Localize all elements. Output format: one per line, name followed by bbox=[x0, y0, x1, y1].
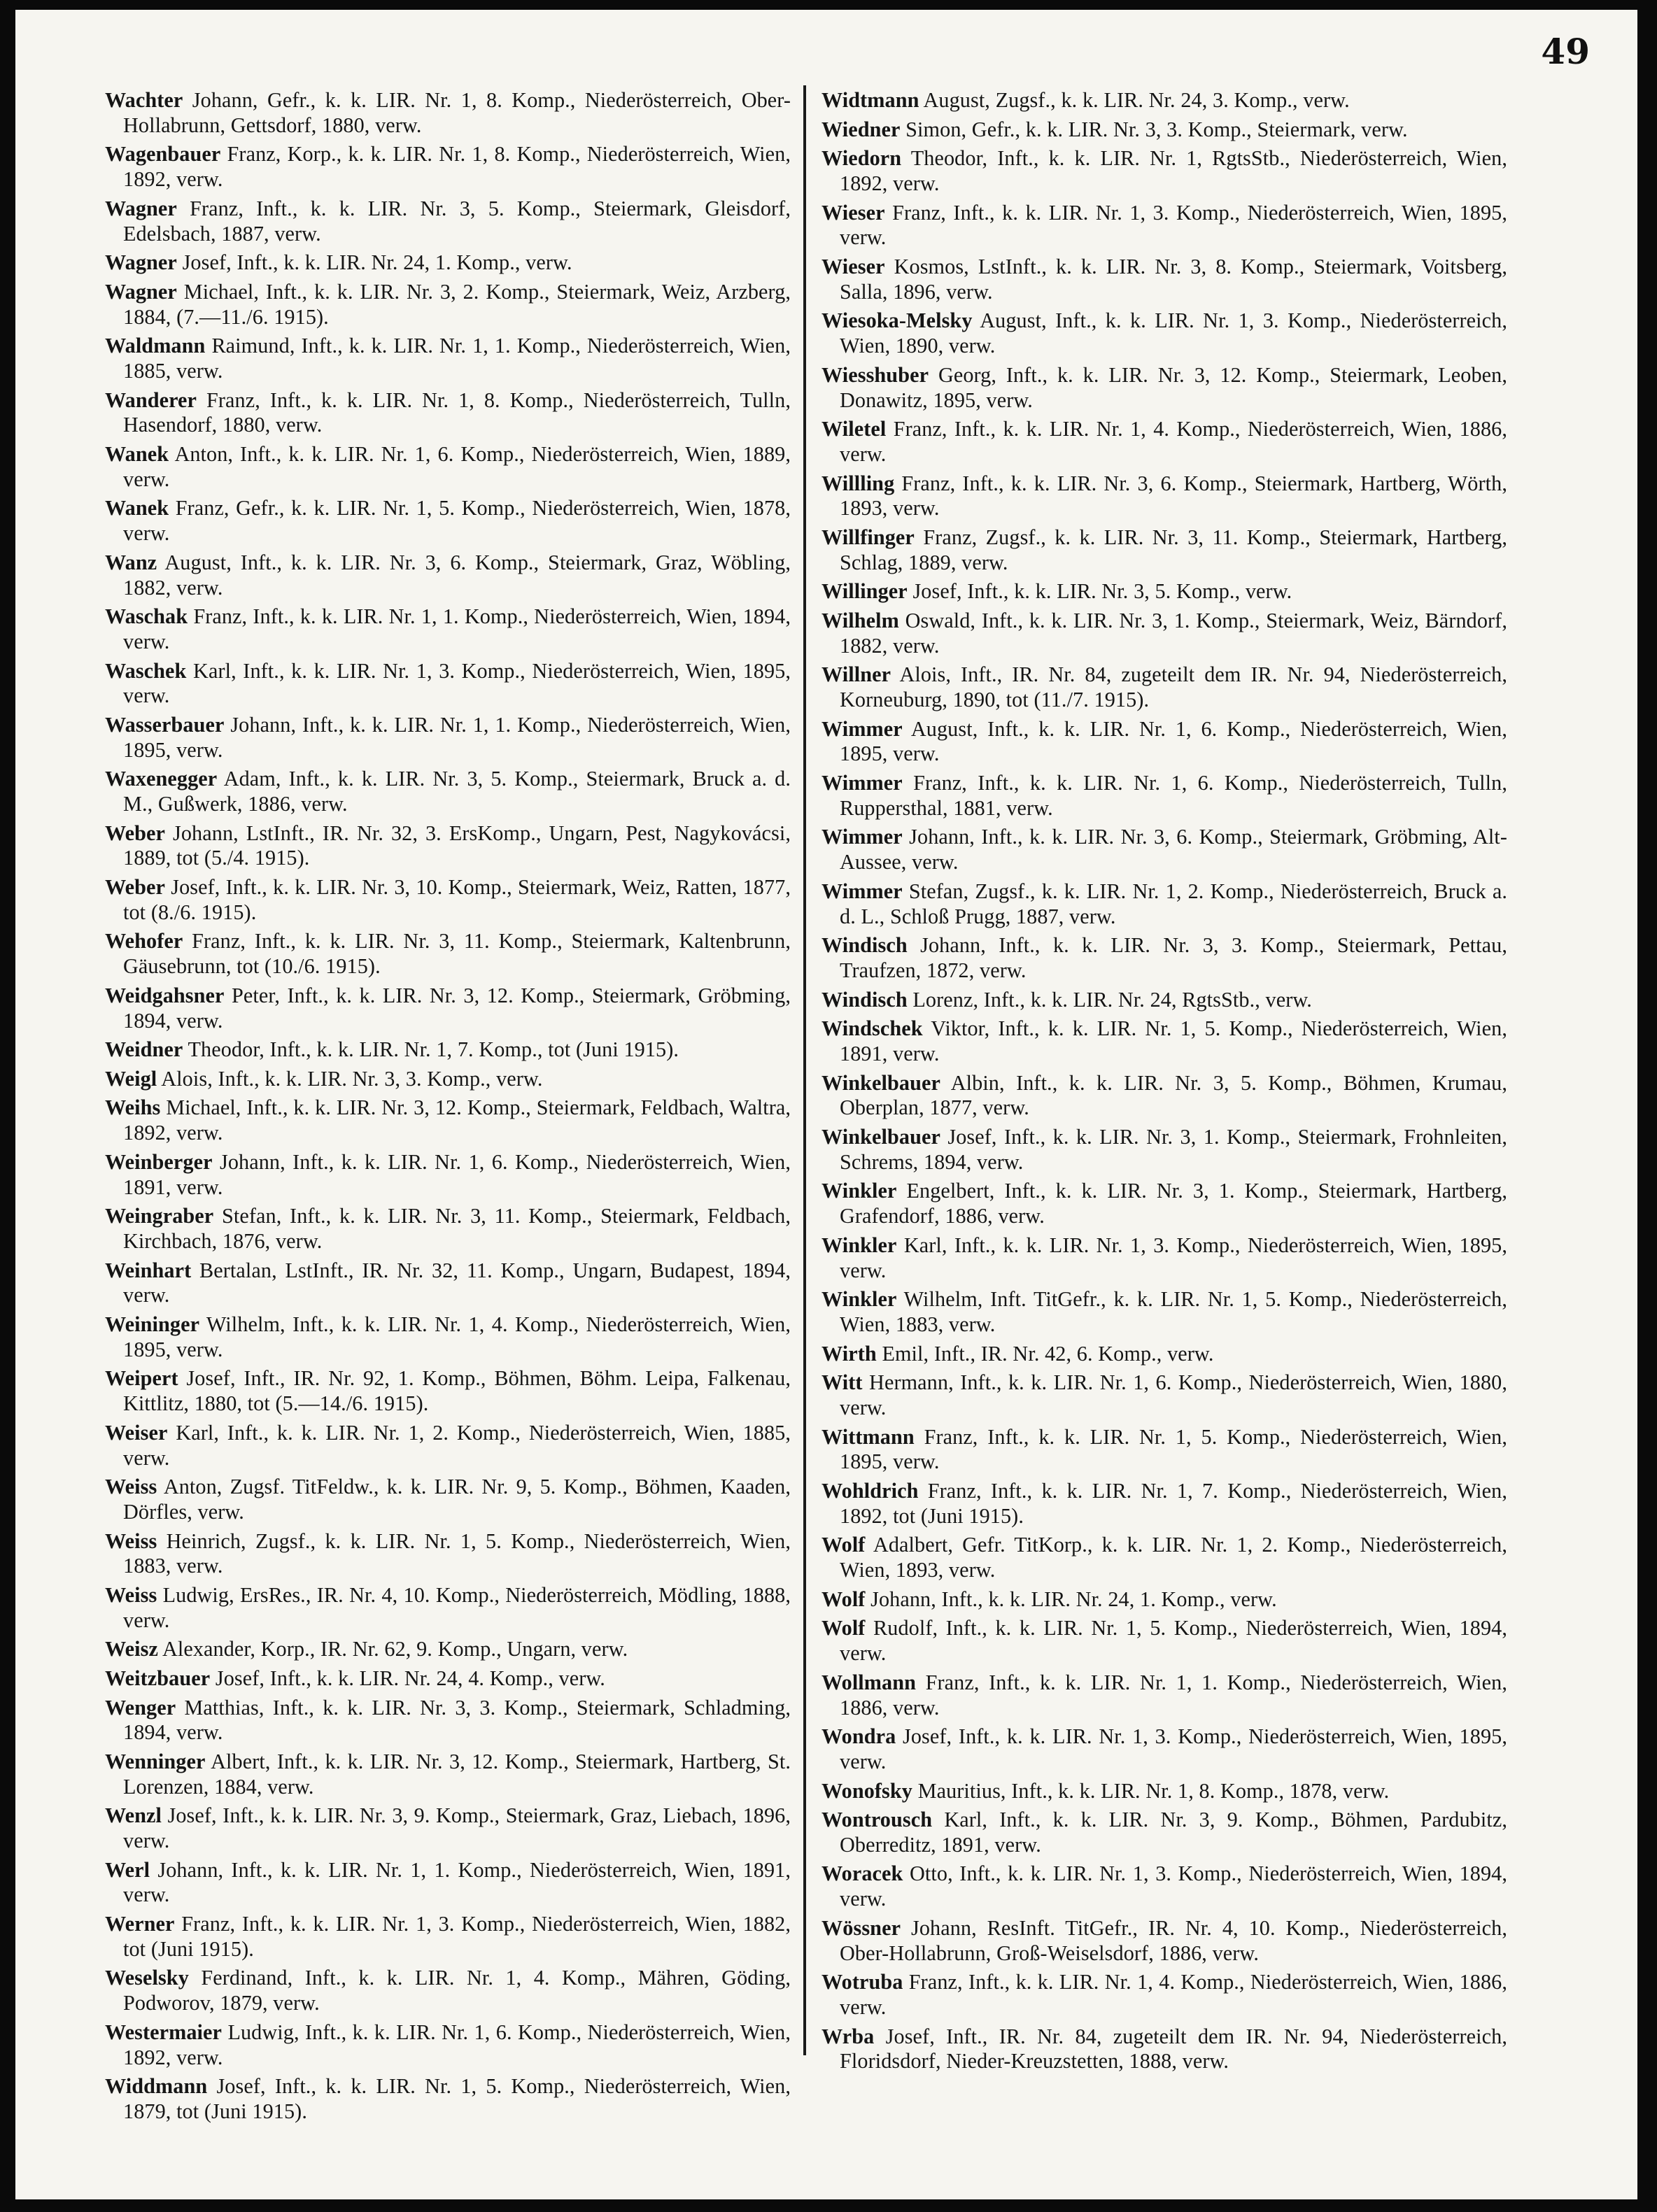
entry-details: Johann, ResInft. TitGefr., IR. Nr. 4, 10. Komp., Niederösterreich, Ober-Hollabrunn, Groß-Weiselsdorf, 1886, verw. bbox=[840, 1915, 1508, 1965]
casualty-entry bbox=[822, 1970, 1507, 2020]
surname: Weisz bbox=[105, 1637, 158, 1661]
surname: Wasserbauer bbox=[105, 712, 225, 737]
casualty-entry bbox=[822, 1425, 1507, 1475]
entry-details: Josef, Inft., k. k. LIR. Nr. 24, 4. Komp., verw. bbox=[215, 1666, 605, 1690]
entry-details: Johann, LstInft., IR. Nr. 32, 3. ErsKomp., Ungarn, Pest, Nagykovácsi, 1889, tot (5./4. 1915). bbox=[123, 821, 791, 870]
surname: Wiedner bbox=[822, 117, 901, 141]
surname: Werl bbox=[105, 1857, 150, 1882]
entry-details: Johann, Inft., k. k. LIR. Nr. 1, 6. Komp., Niederösterreich, Wien, 1891, verw. bbox=[123, 1149, 791, 1199]
entry-details: Adam, Inft., k. k. LIR. Nr. 3, 5. Komp., Steiermark, Bruck a. d. M., Gußwerk, 1886, verw. bbox=[123, 767, 791, 816]
casualty-entry bbox=[822, 525, 1507, 576]
entry-details: Stefan, Zugsf., k. k. LIR. Nr. 1, 2. Komp., Niederösterreich, Bruck a. d. L., Schloß Prugg, 1887, verw. bbox=[840, 879, 1507, 928]
surname: Wanek bbox=[105, 496, 169, 520]
entry-details: Johann, Gefr., k. k. LIR. Nr. 1, 8. Komp., Niederösterreich, Ober-Hollabrunn, Gettsdorf, 1880, verw. bbox=[123, 88, 791, 137]
entry-details: August, Inft., k. k. LIR. Nr. 3, 6. Komp., Steiermark, Graz, Wöbling, 1882, verw. bbox=[123, 550, 791, 600]
surname: Wimmer bbox=[822, 879, 903, 903]
casualty-entry bbox=[822, 717, 1507, 767]
casualty-entry bbox=[822, 1125, 1507, 1175]
casualty-entry bbox=[105, 142, 791, 192]
casualty-entry bbox=[822, 472, 1507, 522]
entry-details: Josef, Inft., IR. Nr. 92, 1. Komp., Böhmen, Böhm. Leipa, Falkenau, Kittlitz, 1880, tot (5.—14./6. 1915). bbox=[123, 1366, 791, 1416]
left-column bbox=[105, 88, 791, 2129]
surname: Wohldrich bbox=[822, 1478, 919, 1503]
surname: Windisch bbox=[822, 987, 908, 1012]
entry-details: Josef, Inft., k. k. LIR. Nr. 1, 3. Komp., Niederösterreich, Wien, 1895, verw. bbox=[840, 1724, 1507, 1773]
casualty-entry bbox=[105, 88, 791, 139]
surname: Wiesoka-Melsky bbox=[822, 309, 973, 333]
surname: Wimmer bbox=[822, 771, 903, 795]
surname: Wanek bbox=[105, 441, 169, 466]
casualty-entry bbox=[822, 988, 1507, 1013]
surname: Willner bbox=[822, 662, 891, 687]
entry-details: Franz, Inft., k. k. LIR. Nr. 1, 4. Komp., Niederösterreich, Wien, 1886, verw. bbox=[840, 1970, 1507, 2020]
surname: Wenzl bbox=[105, 1803, 162, 1828]
entry-details: Franz, Inft., k. k. LIR. Nr. 1, 5. Komp., Niederösterreich, Wien, 1895, verw. bbox=[840, 1424, 1507, 1474]
casualty-entry bbox=[822, 1808, 1507, 1858]
entry-details: Peter, Inft., k. k. LIR. Nr. 3, 12. Komp., Steiermark, Gröbming, 1894, verw. bbox=[123, 983, 791, 1033]
entry-details: Josef, Inft., k. k. LIR. Nr. 24, 1. Komp., verw. bbox=[182, 250, 572, 275]
entry-details: Johann, Inft., k. k. LIR. Nr. 3, 6. Komp., Steiermark, Gröbming, Alt-Aussee, verw. bbox=[840, 825, 1507, 874]
surname: Wagenbauer bbox=[105, 142, 221, 166]
casualty-entry bbox=[822, 579, 1507, 604]
surname: Woracek bbox=[822, 1862, 903, 1886]
surname: Widtmann bbox=[822, 88, 919, 112]
casualty-entry bbox=[105, 1637, 791, 1662]
entry-details: Franz, Inft., k. k. LIR. Nr. 1, 1. Komp., Niederösterreich, Wien, 1886, verw. bbox=[840, 1670, 1507, 1720]
surname: Wrba bbox=[822, 2024, 875, 2048]
surname: Weiss bbox=[105, 1582, 157, 1607]
casualty-entry bbox=[105, 821, 791, 872]
entry-details: Anton, Inft., k. k. LIR. Nr. 1, 6. Komp., Niederösterreich, Wien, 1889, verw. bbox=[123, 441, 791, 491]
surname: Wenninger bbox=[105, 1749, 206, 1773]
casualty-entry bbox=[822, 1533, 1507, 1583]
surname: Wieser bbox=[822, 200, 885, 225]
casualty-entry bbox=[105, 1366, 791, 1417]
casualty-entry bbox=[822, 88, 1507, 113]
entry-details: Mauritius, Inft., k. k. LIR. Nr. 1, 8. Komp., 1878, verw. bbox=[917, 1778, 1390, 1803]
entry-details: Franz, Zugsf., k. k. LIR. Nr. 3, 11. Komp., Steiermark, Hartberg, Schlag, 1889, verw. bbox=[840, 525, 1507, 574]
entry-details: Franz, Inft., k. k. LIR. Nr. 1, 3. Komp., Niederösterreich, Wien, 1882, tot (Juni 1915). bbox=[123, 1912, 791, 1961]
surname: Wimmer bbox=[822, 716, 903, 741]
surname: Witt bbox=[822, 1370, 863, 1395]
surname: Willfinger bbox=[822, 525, 915, 549]
surname: Wanderer bbox=[105, 388, 197, 412]
casualty-entry bbox=[105, 1150, 791, 1200]
casualty-entry bbox=[105, 1096, 791, 1146]
casualty-entry bbox=[822, 825, 1507, 875]
casualty-entry bbox=[105, 1666, 791, 1692]
surname: Winkler bbox=[822, 1179, 897, 1203]
surname: Weiser bbox=[105, 1420, 168, 1445]
entry-details: Josef, Inft., k. k. LIR. Nr. 3, 1. Komp., Steiermark, Frohnleiten, Schrems, 1894, verw. bbox=[840, 1125, 1507, 1174]
surname: Weihs bbox=[105, 1096, 161, 1120]
casualty-entry bbox=[822, 879, 1507, 930]
entry-details: Matthias, Inft., k. k. LIR. Nr. 3, 3. Komp., Steiermark, Schladming, 1894, verw. bbox=[123, 1695, 791, 1745]
surname: Weipert bbox=[105, 1366, 178, 1391]
casualty-entry bbox=[822, 1370, 1507, 1421]
casualty-entry bbox=[822, 1587, 1507, 1612]
entry-details: Stefan, Inft., k. k. LIR. Nr. 3, 11. Komp., Steiermark, Feldbach, Kirchbach, 1876, verw. bbox=[123, 1204, 791, 1253]
entry-details: Franz, Gefr., k. k. LIR. Nr. 1, 5. Komp., Niederösterreich, Wien, 1878, verw. bbox=[123, 496, 791, 546]
surname: Winkelbauer bbox=[822, 1125, 940, 1149]
casualty-entry bbox=[105, 334, 791, 384]
casualty-entry bbox=[822, 771, 1507, 821]
entry-details: Franz, Korp., k. k. LIR. Nr. 1, 8. Komp., Niederösterreich, Wien, 1892, verw. bbox=[123, 142, 791, 192]
surname: Willling bbox=[822, 471, 895, 495]
surname: Waschek bbox=[105, 658, 187, 683]
surname: Windschek bbox=[822, 1016, 923, 1041]
casualty-entry bbox=[105, 1696, 791, 1746]
surname: Weselsky bbox=[105, 1966, 189, 1990]
casualty-entry bbox=[105, 1966, 791, 2016]
entry-details: Franz, Inft., k. k. LIR. Nr. 1, 7. Komp., Niederösterreich, Wien, 1892, tot (Juni 1915). bbox=[840, 1478, 1507, 1528]
casualty-entry bbox=[822, 417, 1507, 467]
document-page bbox=[15, 10, 1637, 2199]
casualty-entry bbox=[822, 662, 1507, 713]
entry-details: Josef, Inft., k. k. LIR. Nr. 3, 10. Komp., Steiermark, Weiz, Ratten, 1877, tot (8./6. 1915). bbox=[123, 875, 791, 924]
entry-details: Kosmos, LstInft., k. k. LIR. Nr. 3, 8. Komp., Steiermark, Voitsberg, Salla, 1896, verw. bbox=[840, 254, 1508, 304]
surname: Wagner bbox=[105, 279, 177, 304]
surname: Wachter bbox=[105, 88, 183, 112]
entry-details: Raimund, Inft., k. k. LIR. Nr. 1, 1. Komp., Niederösterreich, Wien, 1885, verw. bbox=[123, 334, 791, 383]
surname: Wotruba bbox=[822, 1970, 903, 1994]
casualty-entry bbox=[105, 1067, 791, 1092]
casualty-entry bbox=[105, 442, 791, 492]
surname: Wolf bbox=[822, 1533, 866, 1557]
surname: Weininger bbox=[105, 1312, 200, 1336]
casualty-entry bbox=[105, 1858, 791, 1908]
surname: Willinger bbox=[822, 579, 908, 604]
surname: Windisch bbox=[822, 933, 908, 958]
entry-details: Franz, Inft., k. k. LIR. Nr. 1, 8. Komp., Niederösterreich, Tulln, Hasendorf, 1880, verw. bbox=[123, 388, 791, 437]
casualty-entry bbox=[105, 1912, 791, 1962]
casualty-entry bbox=[105, 1583, 791, 1633]
surname: Weber bbox=[105, 821, 166, 845]
casualty-entry bbox=[105, 875, 791, 926]
entry-details: Karl, Inft., k. k. LIR. Nr. 3, 9. Komp., Böhmen, Pardubitz, Oberreditz, 1891, verw. bbox=[840, 1808, 1507, 1857]
entry-details: Wilhelm, Inft., k. k. LIR. Nr. 1, 4. Komp., Niederösterreich, Wien, 1895, verw. bbox=[123, 1312, 791, 1361]
entry-details: Johann, Inft., k. k. LIR. Nr. 1, 1. Komp., Niederösterreich, Wien, 1891, verw. bbox=[123, 1857, 791, 1907]
surname: Weiss bbox=[105, 1475, 157, 1499]
surname: Weitzbauer bbox=[105, 1666, 211, 1690]
entry-details: Josef, Inft., k. k. LIR. Nr. 3, 5. Komp., verw. bbox=[912, 579, 1292, 604]
entry-details: Emil, Inft., IR. Nr. 42, 6. Komp., verw. bbox=[882, 1341, 1214, 1366]
entry-details: Karl, Inft., k. k. LIR. Nr. 1, 3. Komp., Niederösterreich, Wien, 1895, verw. bbox=[123, 658, 791, 708]
casualty-entry bbox=[105, 250, 791, 276]
entry-details: Bertalan, LstInft., IR. Nr. 32, 11. Komp., Ungarn, Budapest, 1894, verw. bbox=[123, 1258, 791, 1307]
casualty-entry bbox=[822, 1016, 1507, 1067]
entry-details: Franz, Inft., k. k. LIR. Nr. 3, 6. Komp., Steiermark, Hartberg, Wörth, 1893, verw. bbox=[840, 471, 1507, 520]
surname: Weinhart bbox=[105, 1258, 192, 1282]
entry-details: Michael, Inft., k. k. LIR. Nr. 3, 12. Komp., Steiermark, Feldbach, Waltra, 1892, verw. bbox=[123, 1096, 791, 1145]
casualty-entry bbox=[105, 388, 791, 439]
entry-details: Viktor, Inft., k. k. LIR. Nr. 1, 5. Komp., Niederösterreich, Wien, 1891, verw. bbox=[840, 1016, 1507, 1066]
casualty-entry bbox=[105, 197, 791, 247]
entry-details: Ferdinand, Inft., k. k. LIR. Nr. 1, 4. Komp., Mähren, Göding, Podworov, 1879, verw. bbox=[123, 1966, 791, 2015]
entry-details: Albin, Inft., k. k. LIR. Nr. 3, 5. Komp., Böhmen, Krumau, Oberplan, 1877, verw. bbox=[840, 1070, 1508, 1120]
entry-details: Franz, Inft., k. k. LIR. Nr. 1, 3. Komp., Niederösterreich, Wien, 1895, verw. bbox=[840, 200, 1507, 250]
surname: Wontrousch bbox=[822, 1808, 933, 1832]
casualty-entry bbox=[822, 1671, 1507, 1721]
casualty-entry bbox=[105, 929, 791, 979]
entry-details: August, Inft., k. k. LIR. Nr. 1, 6. Komp., Niederösterreich, Wien, 1895, verw. bbox=[840, 716, 1507, 766]
entry-details: Franz, Inft., k. k. LIR. Nr. 1, 6. Komp., Niederösterreich, Tulln, Ruppersthal, 1881, verw. bbox=[840, 771, 1508, 820]
surname: Werner bbox=[105, 1912, 175, 1936]
casualty-entry bbox=[105, 280, 791, 330]
entry-details: Josef, Inft., IR. Nr. 84, zugeteilt dem IR. Nr. 94, Niederösterreich, Floridsdorf, Nieder-Kreuzstetten, 1888, verw. bbox=[840, 2024, 1507, 2073]
entry-details: Otto, Inft., k. k. LIR. Nr. 1, 3. Komp., Niederösterreich, Wien, 1894, verw. bbox=[840, 1862, 1508, 1911]
casualty-entry bbox=[822, 255, 1507, 305]
entry-details: Hermann, Inft., k. k. LIR. Nr. 1, 6. Komp., Niederösterreich, Wien, 1880, verw. bbox=[840, 1370, 1507, 1419]
right-column bbox=[822, 88, 1507, 2078]
entry-details: Karl, Inft., k. k. LIR. Nr. 1, 2. Komp., Niederösterreich, Wien, 1885, verw. bbox=[123, 1420, 791, 1470]
surname: Wimmer bbox=[822, 825, 903, 849]
entry-details: Johann, Inft., k. k. LIR. Nr. 24, 1. Komp., verw. bbox=[870, 1587, 1277, 1611]
surname: Wilhelm bbox=[822, 608, 899, 632]
entry-details: Ludwig, Inft., k. k. LIR. Nr. 1, 6. Komp., Niederösterreich, Wien, 1892, verw. bbox=[123, 2020, 791, 2069]
entry-details: Johann, Inft., k. k. LIR. Nr. 1, 1. Komp., Niederösterreich, Wien, 1895, verw. bbox=[123, 712, 791, 762]
surname: Weingraber bbox=[105, 1204, 214, 1228]
casualty-entry bbox=[105, 1421, 791, 1471]
entry-details: Lorenz, Inft., k. k. LIR. Nr. 24, RgtsStb., verw. bbox=[912, 987, 1312, 1012]
surname: Wehofer bbox=[105, 929, 183, 953]
entry-details: Josef, Inft., k. k. LIR. Nr. 3, 9. Komp., Steiermark, Graz, Liebach, 1896, verw. bbox=[123, 1803, 791, 1853]
casualty-entry bbox=[822, 201, 1507, 251]
entry-details: Franz, Inft., k. k. LIR. Nr. 1, 1. Komp., Niederösterreich, Wien, 1894, verw. bbox=[123, 604, 791, 653]
surname: Waldmann bbox=[105, 334, 206, 358]
surname: Winkler bbox=[822, 1233, 897, 1257]
entry-details: Josef, Inft., k. k. LIR. Nr. 1, 5. Komp., Niederösterreich, Wien, 1879, tot (Juni 1915). bbox=[123, 2074, 791, 2124]
surname: Wiletel bbox=[822, 417, 887, 441]
surname: Wirth bbox=[822, 1341, 877, 1366]
casualty-entry bbox=[105, 496, 791, 546]
entry-details: Theodor, Inft., k. k. LIR. Nr. 1, RgtsStb., Niederösterreich, Wien, 1892, verw. bbox=[840, 146, 1507, 195]
entry-details: Johann, Inft., k. k. LIR. Nr. 3, 3. Komp., Steiermark, Pettau, Traufzen, 1872, verw. bbox=[840, 933, 1507, 983]
entry-details: Georg, Inft., k. k. LIR. Nr. 3, 12. Komp., Steiermark, Leoben, Donawitz, 1895, verw. bbox=[840, 362, 1507, 412]
casualty-entry bbox=[822, 146, 1507, 197]
surname: Winkler bbox=[822, 1287, 897, 1312]
surname: Wondra bbox=[822, 1724, 896, 1749]
casualty-entry bbox=[822, 933, 1507, 984]
casualty-entry bbox=[822, 1179, 1507, 1229]
entry-details: Franz, Inft., k. k. LIR. Nr. 3, 5. Komp., Steiermark, Gleisdorf, Edelsbach, 1887, verw. bbox=[123, 196, 791, 246]
casualty-entry bbox=[822, 1342, 1507, 1367]
casualty-entry bbox=[105, 1037, 791, 1063]
surname: Wittmann bbox=[822, 1424, 915, 1449]
casualty-entry bbox=[822, 1779, 1507, 1804]
casualty-entry bbox=[105, 713, 791, 763]
column-divider bbox=[803, 85, 806, 2055]
casualty-entry bbox=[105, 2020, 791, 2071]
entry-details: Oswald, Inft., k. k. LIR. Nr. 3, 1. Komp., Steiermark, Weiz, Bärndorf, 1882, verw. bbox=[840, 608, 1507, 658]
entry-details: Anton, Zugsf. TitFeldw., k. k. LIR. Nr. 9, 5. Komp., Böhmen, Kaaden, Dörfles, verw. bbox=[123, 1475, 791, 1524]
casualty-entry bbox=[105, 659, 791, 709]
casualty-entry bbox=[105, 1312, 791, 1363]
entry-details: Rudolf, Inft., k. k. LIR. Nr. 1, 5. Komp., Niederösterreich, Wien, 1894, verw. bbox=[840, 1616, 1507, 1666]
entry-details: Franz, Inft., k. k. LIR. Nr. 1, 4. Komp., Niederösterreich, Wien, 1886, verw. bbox=[840, 417, 1507, 466]
casualty-entry bbox=[105, 551, 791, 601]
entry-details: Ludwig, ErsRes., IR. Nr. 4, 10. Komp., Niederösterreich, Mödling, 1888, verw. bbox=[123, 1582, 791, 1632]
casualty-entry bbox=[822, 1233, 1507, 1284]
entry-details: Franz, Inft., k. k. LIR. Nr. 3, 11. Komp., Steiermark, Kaltenbrunn, Gäusebrunn, tot (10./6. 1915). bbox=[123, 929, 791, 979]
surname: Weber bbox=[105, 875, 166, 900]
surname: Waxenegger bbox=[105, 767, 218, 791]
entry-details: August, Zugsf., k. k. LIR. Nr. 24, 3. Komp., verw. bbox=[923, 88, 1350, 112]
surname: Wolf bbox=[822, 1616, 866, 1640]
casualty-entry bbox=[822, 1724, 1507, 1775]
casualty-entry bbox=[105, 1750, 791, 1800]
surname: Westermaier bbox=[105, 2020, 223, 2044]
surname: Weinberger bbox=[105, 1149, 213, 1174]
casualty-entry bbox=[105, 2074, 791, 2125]
surname: Wössner bbox=[822, 1915, 901, 1940]
casualty-entry bbox=[822, 1479, 1507, 1529]
casualty-entry bbox=[105, 1259, 791, 1309]
surname: Wenger bbox=[105, 1695, 176, 1720]
casualty-entry bbox=[822, 118, 1507, 143]
casualty-entry bbox=[105, 1803, 791, 1854]
surname: Wagner bbox=[105, 250, 177, 275]
casualty-entry bbox=[105, 1529, 791, 1580]
casualty-entry bbox=[822, 2025, 1507, 2075]
surname: Wollmann bbox=[822, 1670, 917, 1694]
casualty-entry bbox=[822, 1862, 1507, 1912]
entry-details: Albert, Inft., k. k. LIR. Nr. 3, 12. Komp., Steiermark, Hartberg, St. Lorenzen, 1884, verw. bbox=[123, 1749, 791, 1799]
entry-details: Simon, Gefr., k. k. LIR. Nr. 3, 3. Komp., Steiermark, verw. bbox=[905, 117, 1408, 141]
surname: Weidner bbox=[105, 1037, 183, 1062]
surname: Wiesshuber bbox=[822, 362, 929, 387]
surname: Winkelbauer bbox=[822, 1070, 940, 1095]
surname: Widdmann bbox=[105, 2074, 208, 2099]
entry-details: Wilhelm, Inft. TitGefr., k. k. LIR. Nr. 1, 5. Komp., Niederösterreich, Wien, 1883, verw. bbox=[840, 1287, 1507, 1336]
casualty-entry bbox=[105, 1204, 791, 1254]
casualty-entry bbox=[822, 363, 1507, 413]
entry-details: Alois, Inft., k. k. LIR. Nr. 3, 3. Komp., verw. bbox=[161, 1066, 543, 1091]
entry-details: Engelbert, Inft., k. k. LIR. Nr. 3, 1. Komp., Steiermark, Hartberg, Grafendorf, 1886, verw. bbox=[840, 1179, 1507, 1228]
surname: Wieser bbox=[822, 254, 885, 278]
casualty-entry bbox=[822, 309, 1507, 359]
entry-details: Theodor, Inft., k. k. LIR. Nr. 1, 7. Komp., tot (Juni 1915). bbox=[188, 1037, 679, 1062]
surname: Wolf bbox=[822, 1587, 866, 1611]
surname: Wiedorn bbox=[822, 146, 902, 171]
surname: Weidgahsner bbox=[105, 983, 225, 1007]
surname: Wagner bbox=[105, 196, 177, 220]
casualty-entry bbox=[822, 1071, 1507, 1121]
entry-details: Alois, Inft., IR. Nr. 84, zugeteilt dem IR. Nr. 94, Niederösterreich, Korneuburg, 1890, tot (11./7. 1915). bbox=[840, 662, 1507, 712]
entry-details: Adalbert, Gefr. TitKorp., k. k. LIR. Nr. 1, 2. Komp., Niederösterreich, Wien, 1893, verw. bbox=[840, 1533, 1507, 1582]
page-number: 49 bbox=[1541, 31, 1590, 72]
surname: Weiss bbox=[105, 1529, 157, 1553]
entry-details: Alexander, Korp., IR. Nr. 62, 9. Komp., Ungarn, verw. bbox=[162, 1637, 628, 1661]
casualty-entry bbox=[105, 984, 791, 1034]
surname: Wonofsky bbox=[822, 1778, 912, 1803]
casualty-entry bbox=[105, 1475, 791, 1525]
entry-details: August, Inft., k. k. LIR. Nr. 1, 3. Komp., Niederösterreich, Wien, 1890, verw. bbox=[840, 309, 1508, 358]
casualty-entry bbox=[105, 604, 791, 655]
entry-details: Karl, Inft., k. k. LIR. Nr. 1, 3. Komp., Niederösterreich, Wien, 1895, verw. bbox=[840, 1233, 1507, 1282]
casualty-entry bbox=[105, 767, 791, 817]
entry-details: Michael, Inft., k. k. LIR. Nr. 3, 2. Komp., Steiermark, Weiz, Arzberg, 1884, (7.—11./6. 1915). bbox=[123, 279, 791, 329]
entry-details: Heinrich, Zugsf., k. k. LIR. Nr. 1, 5. Komp., Niederösterreich, Wien, 1883, verw. bbox=[123, 1529, 791, 1578]
surname: Weigl bbox=[105, 1066, 157, 1091]
casualty-entry bbox=[822, 1287, 1507, 1338]
casualty-entry bbox=[822, 609, 1507, 659]
surname: Waschak bbox=[105, 604, 188, 629]
casualty-entry bbox=[822, 1616, 1507, 1666]
surname: Wanz bbox=[105, 550, 157, 574]
casualty-entry bbox=[822, 1916, 1507, 1966]
